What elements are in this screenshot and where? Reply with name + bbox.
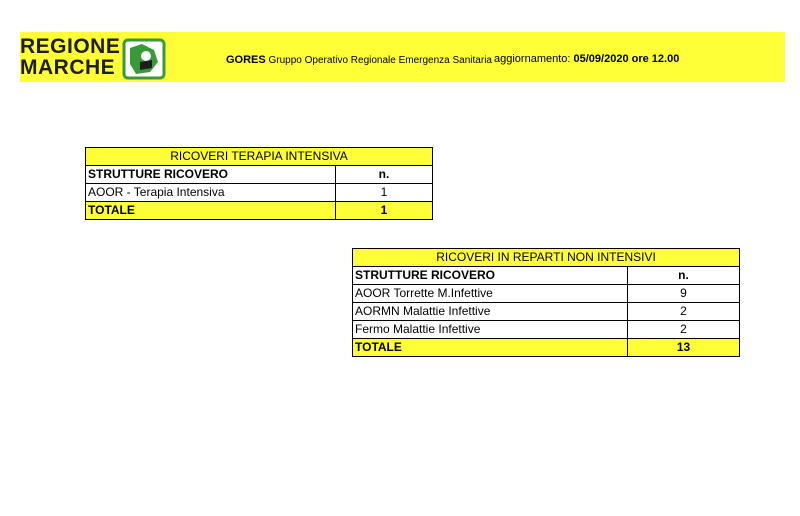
update-label: aggiornamento: <box>494 53 571 65</box>
update-info <box>494 53 679 65</box>
total-row <box>86 202 433 220</box>
org-short: GORES <box>226 54 266 66</box>
column-header-n: n. <box>336 166 433 184</box>
row-name: Fermo Malattie Infettive <box>353 321 628 339</box>
intensive-care-table <box>85 147 433 220</box>
table-title: RICOVERI TERAPIA INTENSIVA <box>86 148 433 166</box>
total-label: TOTALE <box>353 339 628 357</box>
logo-line-1: REGIONE <box>20 35 121 58</box>
row-value: 9 <box>628 285 740 303</box>
update-value: 05/09/2020 ore 12.00 <box>573 53 680 65</box>
total-label: TOTALE <box>86 202 336 220</box>
row-name: AOOR - Terapia Intensiva <box>86 184 336 202</box>
column-header-structure: STRUTTURE RICOVERO <box>86 166 336 184</box>
table-title: RICOVERI IN REPARTI NON INTENSIVI <box>353 249 740 267</box>
regione-marche-logo <box>20 36 120 78</box>
row-name: AORMN Malattie Infettive <box>353 303 628 321</box>
total-value: 1 <box>336 202 433 220</box>
row-name: AOOR Torrette M.Infettive <box>353 285 628 303</box>
non-intensive-table <box>352 248 740 357</box>
logo-line-2: MARCHE <box>20 56 116 79</box>
org-description <box>226 54 492 66</box>
header-banner <box>20 32 785 82</box>
row-value: 2 <box>628 303 740 321</box>
table-row <box>353 321 740 339</box>
total-value: 13 <box>628 339 740 357</box>
column-header-n: n. <box>628 267 740 285</box>
row-value: 1 <box>336 184 433 202</box>
table-row <box>353 285 740 303</box>
regione-emblem-icon <box>122 38 166 80</box>
org-full: Gruppo Operativo Regionale Emergenza Sanitaria <box>268 55 492 66</box>
total-row <box>353 339 740 357</box>
table-row <box>86 184 433 202</box>
table-row <box>353 303 740 321</box>
row-value: 2 <box>628 321 740 339</box>
column-header-structure: STRUTTURE RICOVERO <box>353 267 628 285</box>
